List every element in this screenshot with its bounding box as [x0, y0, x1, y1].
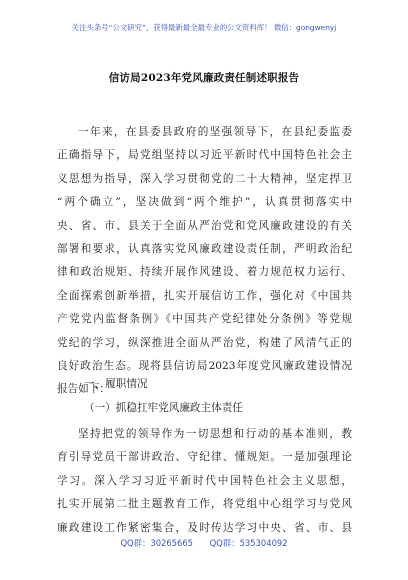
paragraph-line: 部署和要求，认真落实党风廉政建设责任制，严明政治纪 — [57, 242, 352, 255]
paragraph-line: 学习。深入学习习近平新时代中国特色社会主义思想， — [57, 474, 352, 487]
paragraph-line: 良好政治生态。现将县信访局2023年度党风廉政建设情况 — [57, 359, 352, 372]
paragraph-line: 报告如下： — [57, 383, 110, 396]
paragraph-line: 律和政治规矩、持续开展作风建设、着力规范权力运行、 — [57, 266, 352, 279]
paragraph-line: “两个确立”，坚决做到“两个维护”，认真贯彻落实中 — [57, 196, 352, 209]
section-heading: 一、履职情况 — [84, 378, 148, 390]
paragraph-line: 义思想为指导，深入学习贯彻党的二十大精神，坚定捍卫 — [57, 172, 352, 185]
paragraph-line: 育引导党员干部讲政治、守纪律、懂规矩。一是加强理论 — [57, 451, 352, 464]
paragraph-line: 全面探索创新举措，扎实开展信访工作，强化对《中国共 — [57, 289, 352, 302]
paragraph-line: 正确指导下，局党组坚持以习近平新时代中国特色社会主 — [57, 149, 352, 162]
footer-contact-note: QQ群：30265665 QQ群：535304092 — [120, 538, 288, 548]
subsection-heading: （一）抓稳扛牢党风廉政主体责任 — [84, 402, 243, 414]
paragraph-line: 坚持把党的领导作为一切思想和行动的基本准则，教 — [78, 428, 352, 440]
paragraph-intro — [57, 121, 352, 402]
paragraph-responsibility — [57, 423, 352, 540]
paragraph-line: 产党党内监督条例》《中国共产党纪律处分条例》等党规 — [57, 313, 352, 326]
paragraph-line: 党纪的学习，纵深推进全面从严治党，构建了风清气正的 — [57, 336, 352, 349]
paragraph-line: 廉政建设工作紧密集合，及时传达学习中央、省、市、县 — [57, 521, 352, 534]
paragraph-line: 央、省、市、县关于全面从严治党和党风廉政建设的有关 — [57, 219, 352, 232]
header-promo-note: 关注头条号“公文研究”，获得最新最全最专业的公文资料库！ 微信：gongwenyj — [71, 23, 337, 32]
document-title: 信访局2023年党风廉政责任制述职报告 — [108, 72, 300, 84]
paragraph-line: 扎实开展第二批主题教育工作，将党组中心组学习与党风 — [57, 498, 352, 511]
paragraph-line: 一年来，在县委县政府的坚强领导下，在县纪委监委 — [78, 126, 352, 138]
